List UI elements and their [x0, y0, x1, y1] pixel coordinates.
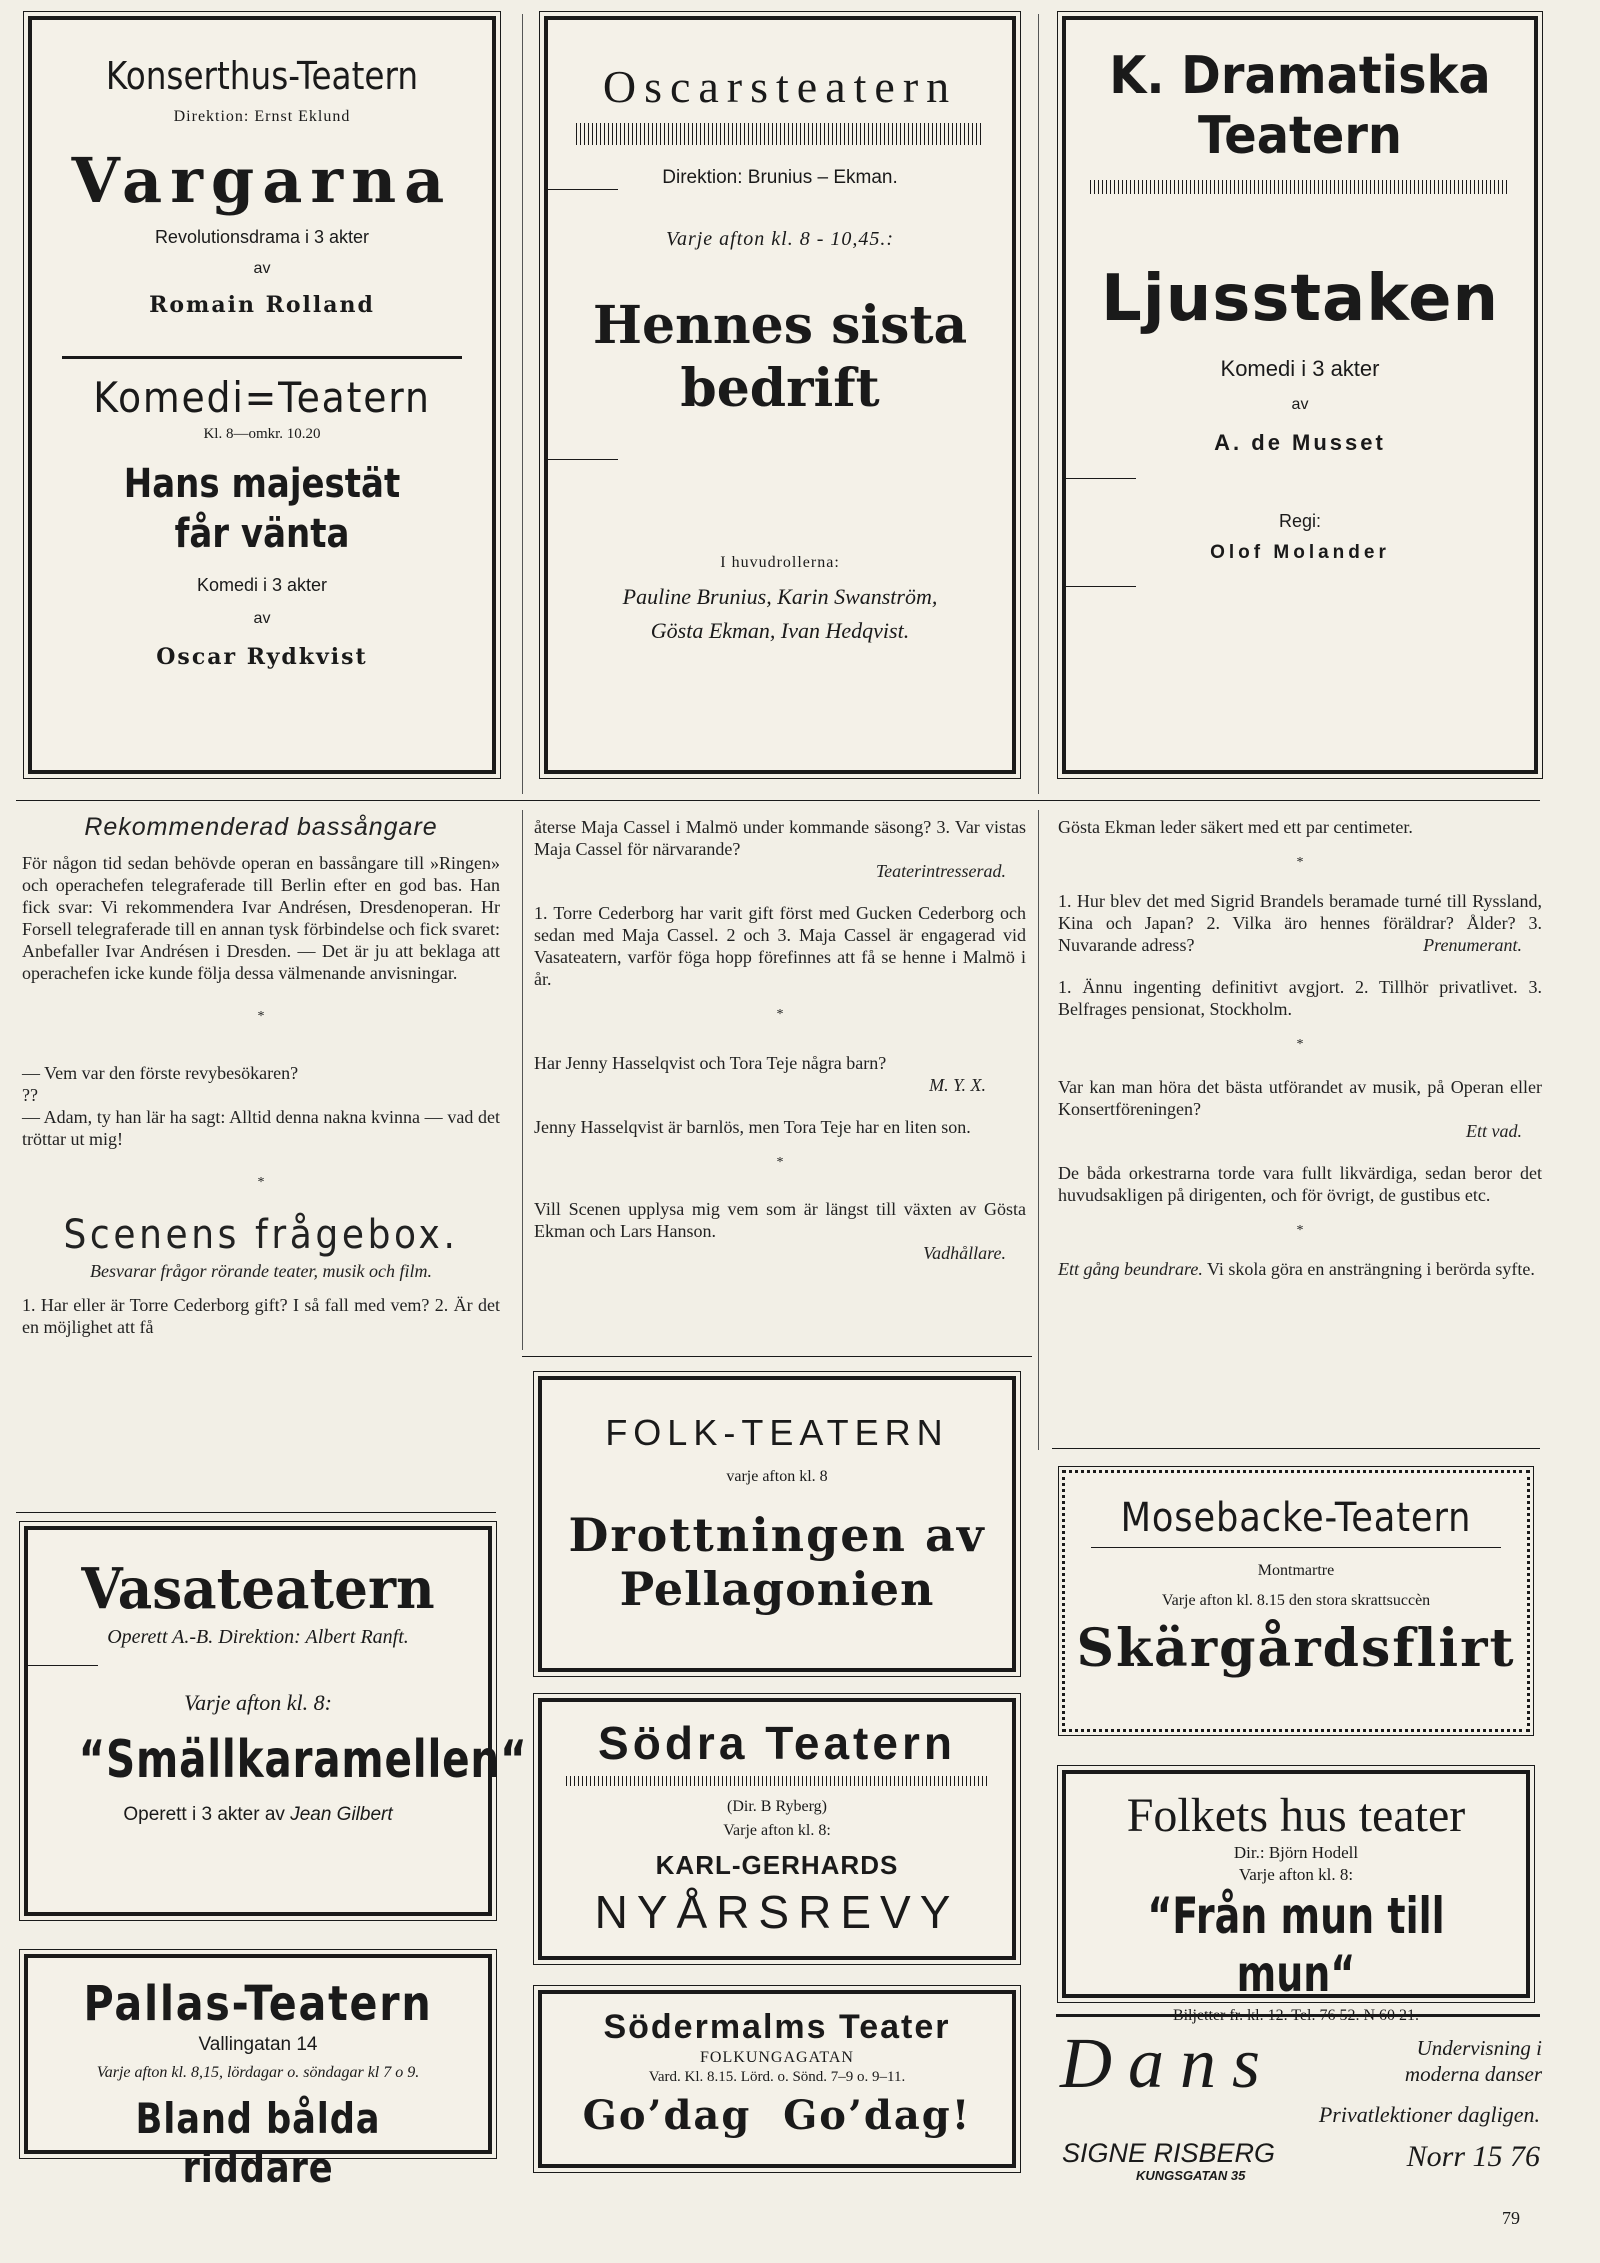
dramatiska-play: Ljusstaken [1100, 262, 1500, 336]
folkets-play: “Från mun till mun“ [1147, 1887, 1445, 2003]
col1-paragraph: För någon tid sedan behövde operan en bassångare till »Ringen» och operachefen telegraferade till Berlin efter en god bas. Han fick svar: Vi rekommendera Ivar Andrésen, Dresdenoperan. Hr Forsell telegraferade till en annan tysk förbindelse och fick svaret: Anbefaller Ivar Andrésen i Dresden. — Det är ju att beklaga att operachefen icke kunde följa dessa välmenande anvisningar. [22, 853, 500, 983]
sodra-time: Varje afton kl. 8: [723, 1822, 831, 1839]
oscar-time: Varje afton kl. 8 - 10,45.: [665, 228, 895, 250]
ad-dramatiska-teatern [1062, 16, 1538, 774]
komedi-play: Hans majestät får vänta [123, 461, 401, 557]
col3-paragraph: Gösta Ekman leder säkert med ett par centimeter. [1058, 817, 1413, 837]
dramatiska-author: A. de Musset [1214, 430, 1386, 455]
mosebacke-play: Skärgårdsflirt [1076, 1618, 1516, 1679]
star-separator: * [776, 1155, 784, 1170]
sodra-title: Södra Teatern [598, 1717, 956, 1769]
komedi-time: Kl. 8—omkr. 10.20 [203, 426, 321, 442]
signature: Prenumerant. [1423, 935, 1522, 955]
ad-sodra-teatern [538, 1698, 1016, 1960]
komedi-av: av [253, 610, 271, 627]
column-divider [1038, 810, 1039, 1450]
divider [28, 1665, 98, 1666]
vasa-genre [28, 1804, 488, 1826]
column-divider [522, 810, 523, 1350]
ad-folkets-hus-teater [1062, 1770, 1530, 2003]
col3-paragraph [1058, 1076, 1542, 1142]
konserthus-author: Romain Rolland [149, 292, 375, 318]
divider [62, 356, 462, 359]
divider [1066, 478, 1136, 479]
pallas-address: Vallingatan 14 [198, 2034, 318, 2055]
ad-sodermalms-teater [538, 1990, 1016, 2168]
folkets-direction: Dir.: Björn Hodell [1233, 1843, 1359, 1862]
sodra-direction: (Dir. B Ryberg) [727, 1798, 827, 1815]
col1-heading2: Scenens frågebox. [63, 1212, 459, 1258]
col2-paragraph [534, 816, 1026, 882]
column-divider [1038, 14, 1039, 794]
pallas-play: Bland bålda riddare [135, 2094, 381, 2192]
vasa-sub: Operett A.-B. Direktion: Albert Ranft. [107, 1626, 409, 1648]
dans-name: SIGNE RISBERG [1062, 2138, 1276, 2168]
text-column-1 [22, 813, 500, 1496]
hatch-rule [1090, 180, 1510, 194]
oscar-title: Oscarsteatern [602, 61, 958, 112]
col3-paragraph [1058, 890, 1542, 956]
dramatiska-title-line1: K. Dramatiska [1109, 46, 1491, 106]
dramatiska-regi: Olof Molander [1210, 542, 1390, 563]
ad-dans [1056, 2022, 1540, 2182]
konserthus-play: Vargarna [71, 144, 453, 217]
dans-line3: Privatlektioner dagligen. [1318, 2102, 1540, 2127]
oscar-play-line2: bedrift [680, 358, 880, 419]
star-separator: * [1296, 855, 1304, 870]
hatch-rule [566, 1776, 988, 1786]
col3-text: Var kan man höra det bästa utförandet av musik, på Operan eller Konsertföreningen? [1058, 1077, 1542, 1119]
konserthus-genre: Revolutionsdrama i 3 akter [154, 227, 370, 247]
dramatiska-genre: Komedi i 3 akter [1220, 356, 1380, 381]
section-rule [1052, 1448, 1540, 1449]
pallas-time: Varje afton kl. 8,15, lördagar o. söndagar kl 7 o 9. [96, 2064, 420, 2081]
vasa-genre-author: Jean Gilbert [290, 1804, 393, 1825]
mosebacke-time: Varje afton kl. 8.15 den stora skrattsuccèn [1161, 1592, 1431, 1609]
star-separator: * [257, 1009, 265, 1024]
star-separator: * [1296, 1223, 1304, 1238]
mosebacke-title: Mosebacke-Teatern [1120, 1495, 1472, 1541]
vasa-title: Vasateatern [81, 1556, 435, 1622]
col2-paragraph: Jenny Hasselqvist är barnlös, men Tora Teje har en liten son. [534, 1117, 971, 1137]
dans-line2: moderna danser [1404, 2062, 1542, 2086]
col1-paragraph: — Vem var den förste revybesökaren? [22, 1063, 299, 1083]
vasa-genre-text: Operett i 3 akter av [123, 1804, 291, 1825]
divider [548, 459, 618, 460]
sodermalm-play: Go’dag Go’dag! [582, 2092, 972, 2139]
col1-intro: Besvarar frågor rörande teater, musik och film. [90, 1261, 432, 1281]
page-number: 79 [1502, 2208, 1520, 2228]
komedi-genre: Komedi i 3 akter [196, 575, 328, 595]
sodermalm-address: FOLKUNGAGATAN [700, 2049, 854, 2066]
oscar-roles-label: I huvudrollerna: [720, 554, 840, 571]
dans-phone: Norr 15 76 [1406, 2140, 1540, 2173]
vasa-time: Varje afton kl. 8: [184, 1690, 332, 1715]
section-rule [16, 800, 1540, 801]
col1-paragraph: ?? [22, 1085, 38, 1105]
column-divider [522, 14, 523, 794]
col3-text: 1. Hur blev det med Sigrid Brandels beramade turné till Ryssland, Kina och Japan? 2. Vilka äro hennes föräldrar? Ålder? 3. Nuvarande adress? [1058, 891, 1542, 955]
signature: M. Y. X. [929, 1075, 986, 1095]
folkets-title: Folkets hus teater [1126, 1789, 1466, 1842]
col2-paragraph [534, 1198, 1026, 1264]
star-separator: * [1296, 1037, 1304, 1052]
folk-time: varje afton kl. 8 [726, 1468, 828, 1485]
col3-italic: Ett gång beundrare. [1058, 1259, 1203, 1279]
signature: Vadhållare. [923, 1243, 1006, 1263]
ad-folk-teatern [538, 1376, 1016, 1672]
dans-street: KUNGSGATAN 35 [1136, 2168, 1246, 2183]
oscar-play-line1: Hennes sista [592, 295, 968, 356]
text-column-3 [1058, 816, 1542, 1416]
signature: Ett vad. [1466, 1121, 1522, 1141]
divider [548, 189, 618, 190]
sodra-show-line1: KARL-GERHARDS [655, 1850, 899, 1880]
section-rule [1056, 2014, 1540, 2017]
folkets-time: Varje afton kl. 8: [1238, 1865, 1354, 1884]
folk-play-line2: Pellagonien [619, 1562, 935, 1616]
section-rule [522, 1356, 1032, 1357]
dans-line1: Undervisning i [1416, 2036, 1542, 2060]
mosebacke-sub: Montmartre [1257, 1562, 1335, 1579]
dramatiska-regi-label: Regi: [1278, 511, 1322, 531]
col2-paragraph [534, 1052, 1026, 1096]
star-separator: * [257, 1175, 265, 1190]
col1-heading: Rekommenderad bassångare [84, 813, 438, 841]
folk-title: FOLK-TEATERN [605, 1412, 949, 1453]
oscar-roles-line1: Pauline Brunius, Karin Swanström, [622, 584, 938, 609]
pallas-title: Pallas-Teatern [83, 1976, 433, 2032]
col3-paragraph: De båda orkestrarna torde vara fullt likvärdiga, sedan beror det huvudsakligen på dirigenten, och för övrigt, de gustibus etc. [1058, 1163, 1542, 1205]
dramatiska-title-line2: Teatern [1198, 106, 1402, 166]
folk-play-line1: Drottningen av [568, 1508, 986, 1562]
dramatiska-av: av [1291, 396, 1309, 413]
ad-oscarsteatern [544, 16, 1016, 774]
col2-paragraph: 1. Torre Cederborg har varit gift först med Gucken Cederborg och sedan med Maja Cassel. 2 och 3. Maja Cassel är engagerad vid Vasateatern, varför föga hopp förefinnes att få se henne i Malmö i år. [534, 903, 1026, 989]
komedi-title: Komedi=Teatern [93, 373, 431, 422]
sodermalm-title: Södermalms Teater [603, 2008, 951, 2046]
komedi-author: Oscar Rydkvist [156, 644, 368, 670]
konserthus-title: Konserthus-Teatern [105, 54, 419, 98]
col1-paragraph: 1. Har eller är Torre Cederborg gift? I så fall med vem? 2. Är det en möjlighet att få [22, 1295, 500, 1337]
text-column-2 [534, 816, 1026, 1336]
divider [1091, 1547, 1501, 1548]
oscar-direction: Direktion: Brunius – Ekman. [662, 167, 898, 188]
sodermalm-time: Vard. Kl. 8.15. Lörd. o. Sönd. 7–9 o. 9–11. [648, 2069, 906, 2085]
hatch-rule [576, 123, 984, 145]
vasa-play: “Smällkaramellen“ [78, 1730, 528, 1790]
col2-text: Har Jenny Hasselqvist och Tora Teje några barn? [534, 1053, 887, 1073]
konserthus-direction: Direktion: Ernst Eklund [173, 108, 351, 125]
konserthus-av: av [253, 260, 271, 277]
oscar-roles-line2: Gösta Ekman, Ivan Hedqvist. [650, 618, 910, 643]
dans-word: Dans [1060, 2023, 1277, 2103]
star-separator: * [776, 1007, 784, 1022]
col3-paragraph: 1. Ännu ingenting definitivt avgjort. 2. Tillhör privatlivet. 3. Belfrages pensionat, Stockholm. [1058, 977, 1542, 1019]
signature: Teaterintresserad. [875, 861, 1006, 881]
col3-paragraph [1058, 1258, 1542, 1280]
ad-pallas-teatern [24, 1954, 492, 2192]
col2-text: Vill Scenen upplysa mig vem som är längst till växten av Gösta Ekman och Lars Hanson. [534, 1199, 1026, 1241]
section-rule [16, 1512, 496, 1513]
col1-paragraph: — Adam, ty han lär ha sagt: Alltid denna nakna kvinna — vad det tröttar ut mig! [22, 1107, 500, 1149]
ad-konserthus-komedi [28, 16, 496, 774]
ad-vasateatern [24, 1526, 528, 1916]
sodra-show-line2: NYÅRSREVY [594, 1886, 960, 1938]
col3-text: Vi skola göra en ansträngning i berörda syfte. [1202, 1259, 1535, 1279]
divider [1066, 586, 1136, 587]
col2-text: återse Maja Cassel i Malmö under kommande säsong? 3. Var vistas Maja Cassel för närvarande? [534, 817, 1026, 859]
ad-mosebacke-teatern [1062, 1470, 1530, 1732]
